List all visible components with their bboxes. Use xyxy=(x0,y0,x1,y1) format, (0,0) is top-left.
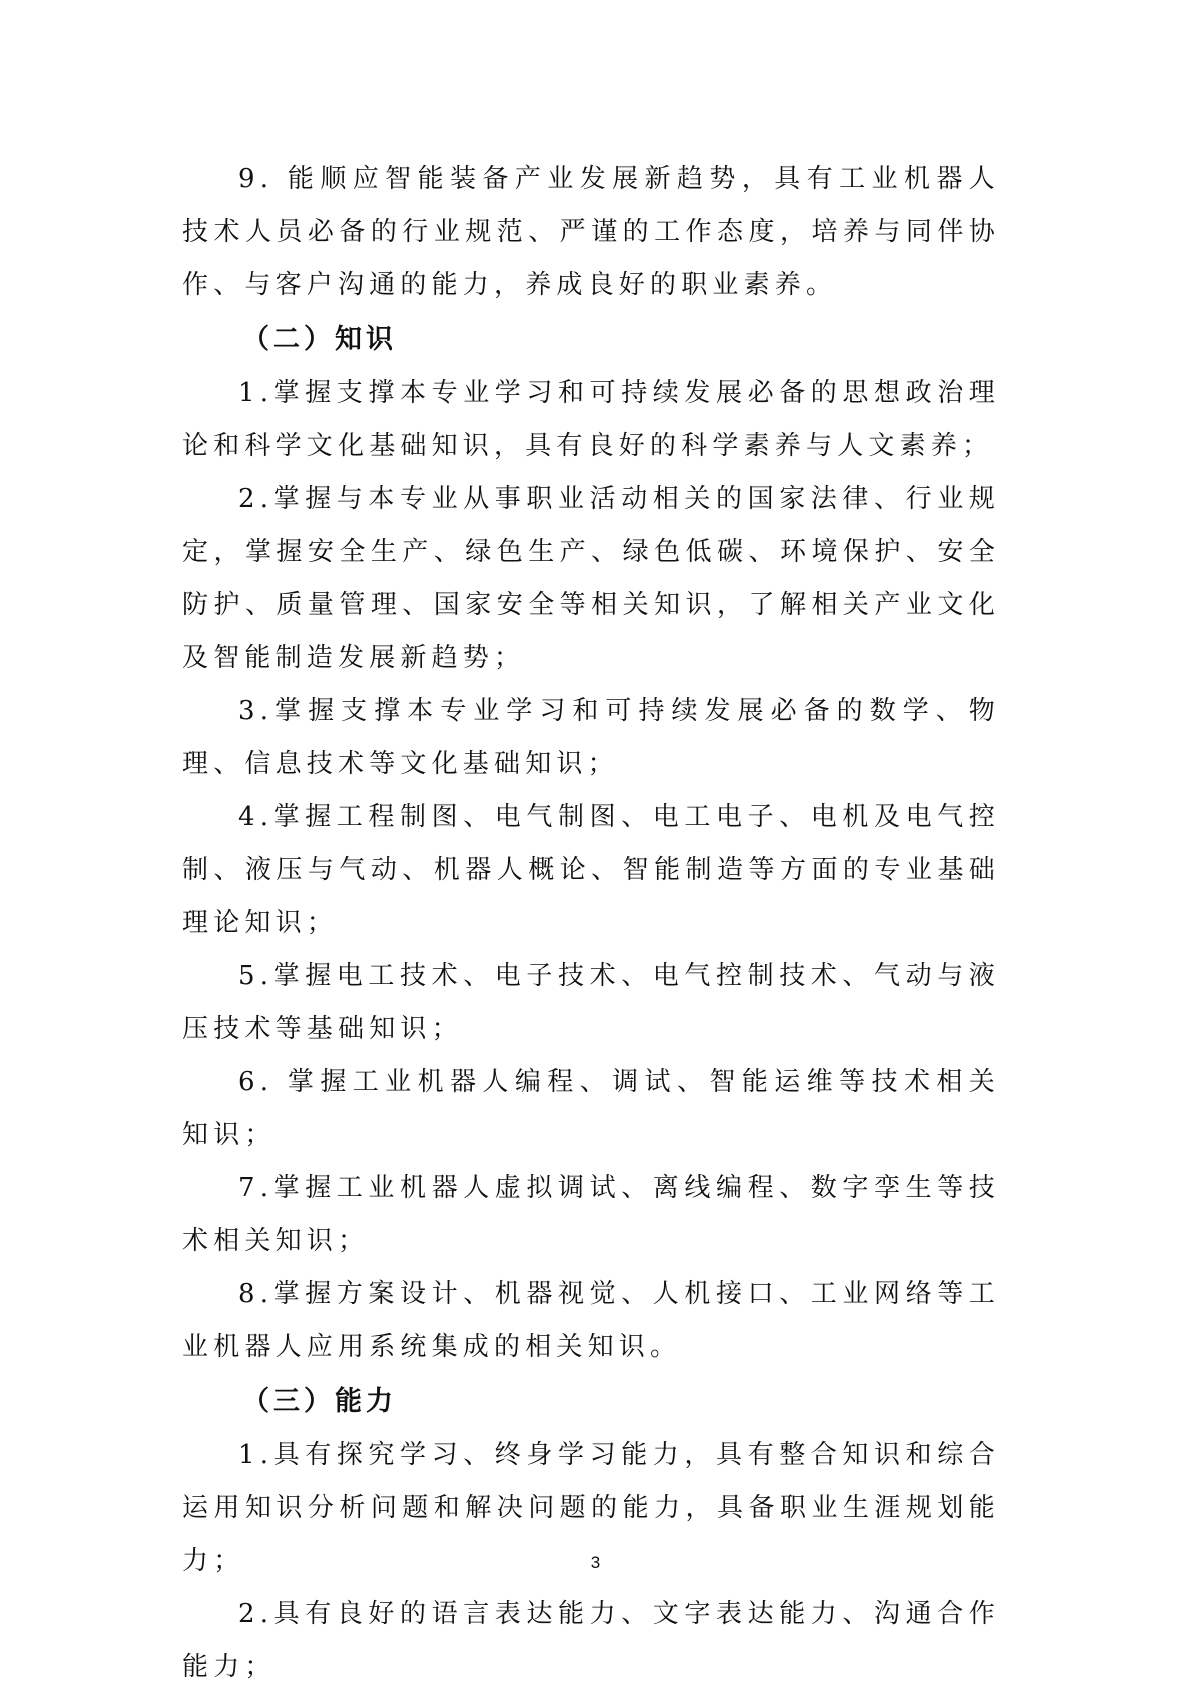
paragraph-knowledge-6: 6. 掌握工业机器人编程、调试、智能运维等技术相关知识； xyxy=(182,1067,1000,1150)
paragraph-ability-9: 9. 能顺应智能装备产业发展新趋势，具有工业机器人技术人员必备的行业规范、严谨的工作态度，培养与同伴协作、与客户沟通的能力，养成良好的职业素养。 xyxy=(182,164,1000,300)
section-heading-knowledge: （二）知识 xyxy=(242,324,397,355)
paragraph-knowledge-7: 7.掌握工业机器人虚拟调试、离线编程、数字孪生等技术相关知识； xyxy=(182,1173,1000,1256)
page-number: 3 xyxy=(590,1553,601,1572)
paragraph-ability-2: 2.具有良好的语言表达能力、文字表达能力、沟通合作能力； xyxy=(182,1599,1000,1682)
paragraph-ability-1: 1.具有探究学习、终身学习能力，具有整合知识和综合运用知识分析问题和解决问题的能力，具备职业生涯规划能力； xyxy=(182,1440,1000,1576)
section-heading-ability: （三）能力 xyxy=(242,1386,397,1417)
paragraph-knowledge-3: 3.掌握支撑本专业学习和可持续发展必备的数学、物理、信息技术等文化基础知识； xyxy=(182,696,1000,779)
document-body xyxy=(182,153,1000,1694)
paragraph-knowledge-5: 5.掌握电工技术、电子技术、电气控制技术、气动与液压技术等基础知识； xyxy=(182,961,1000,1044)
paragraph-knowledge-2: 2.掌握与本专业从事职业活动相关的国家法律、行业规定，掌握安全生产、绿色生产、绿色低碳、环境保护、安全防护、质量管理、国家安全等相关知识，了解相关产业文化及智能制造发展新趋势； xyxy=(182,484,1000,673)
paragraph-knowledge-4: 4.掌握工程制图、电气制图、电工电子、电机及电气控制、液压与气动、机器人概论、智能制造等方面的专业基础理论知识； xyxy=(182,802,1000,938)
paragraph-knowledge-1: 1.掌握支撑本专业学习和可持续发展必备的思想政治理论和科学文化基础知识，具有良好的科学素养与人文素养； xyxy=(182,378,1000,461)
paragraph-knowledge-8: 8.掌握方案设计、机器视觉、人机接口、工业网络等工业机器人应用系统集成的相关知识。 xyxy=(182,1279,1000,1362)
